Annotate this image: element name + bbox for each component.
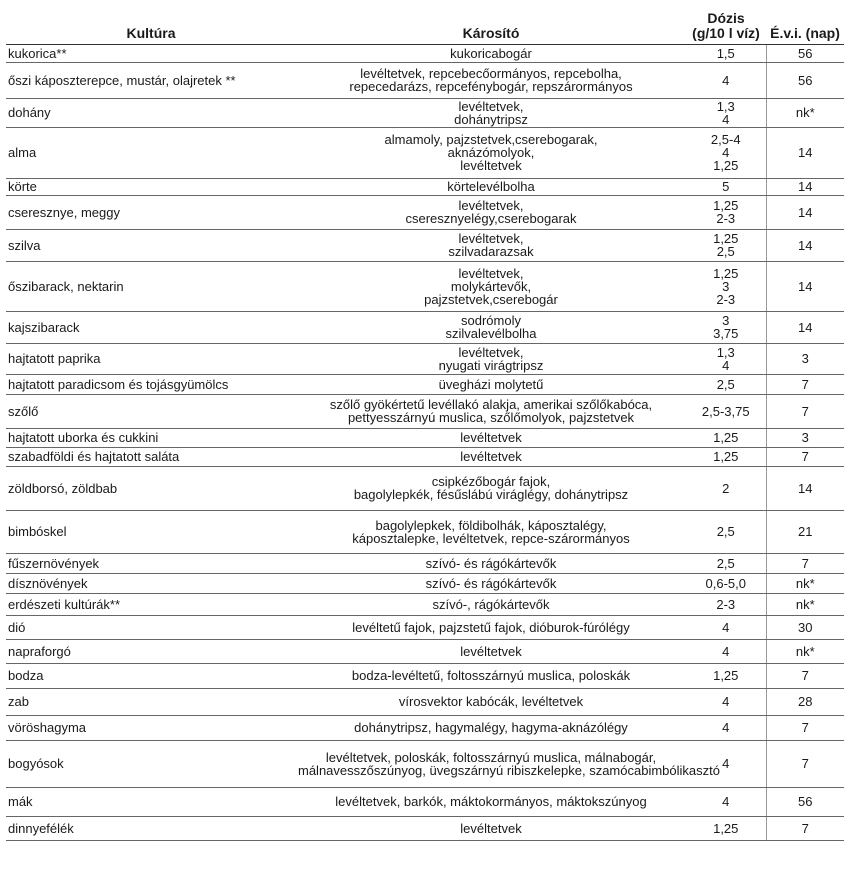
dozis-line: 4	[722, 111, 730, 127]
cell-dozis	[686, 787, 766, 816]
cell-kultura: bimbóskel	[6, 510, 296, 553]
header-evi: É.v.i. (nap)	[766, 2, 844, 44]
dozis-line: 2,5-4	[710, 132, 741, 147]
cell-evi: 7	[766, 447, 844, 466]
cell-karosito	[296, 428, 686, 447]
cell-evi: 14	[766, 261, 844, 311]
dozis-line: 2,5	[716, 555, 735, 571]
cell-dozis	[686, 374, 766, 394]
cell-dozis	[686, 394, 766, 428]
cell-karosito	[296, 261, 686, 311]
karosito-line: szívó- és rágókártevők	[425, 555, 557, 571]
cell-kultura: hajtatott paprika	[6, 343, 296, 374]
cell-evi: 14	[766, 466, 844, 510]
cell-evi: 14	[766, 311, 844, 343]
table-row	[6, 615, 844, 639]
karosito-line: kukoricabogár	[450, 45, 532, 61]
cell-kultura: hajtatott uborka és cukkini	[6, 428, 296, 447]
cell-karosito	[296, 715, 686, 740]
cell-kultura: mák	[6, 787, 296, 816]
cell-evi: nk*	[766, 639, 844, 663]
cell-karosito	[296, 553, 686, 573]
dozis-line: 1,3	[716, 344, 735, 360]
karosito-line: levéltetvek	[460, 158, 522, 173]
karosito-line: levéltetvek	[460, 449, 522, 464]
cell-karosito	[296, 787, 686, 816]
table-row	[6, 178, 844, 195]
karosito-line: aknázómolyok,	[447, 145, 535, 160]
cell-evi: 14	[766, 127, 844, 178]
cell-dozis	[686, 688, 766, 715]
cell-dozis	[686, 639, 766, 663]
cell-karosito	[296, 374, 686, 394]
karosito-line: málnavesszőszúnyog, üvegszárnyú ribiszkelepke, szamócabimbólikasztó	[298, 762, 720, 778]
cell-kultura: dió	[6, 615, 296, 639]
cell-kultura: hajtatott paradicsom és tojásgyümölcs	[6, 374, 296, 394]
karosito-line: dohánytripsz	[454, 111, 528, 127]
header-row	[6, 2, 844, 44]
karosito-line: levéltetvek,	[458, 265, 524, 281]
cell-karosito	[296, 593, 686, 615]
header-dozis-line: (g/10 l víz)	[692, 24, 760, 41]
karosito-line: levéltetvek	[460, 643, 522, 659]
cell-evi: nk*	[766, 593, 844, 615]
cell-evi: 7	[766, 663, 844, 688]
table-row	[6, 62, 844, 98]
cell-evi: 3	[766, 428, 844, 447]
cell-dozis	[686, 178, 766, 195]
cell-kultura: dísznövények	[6, 573, 296, 593]
table-row	[6, 663, 844, 688]
karosito-line: cseresznyelégy,cserebogarak	[405, 211, 577, 226]
cell-karosito	[296, 394, 686, 428]
cell-kultura: zöldborsó, zöldbab	[6, 466, 296, 510]
cell-karosito	[296, 62, 686, 98]
dozis-line: 4	[722, 357, 730, 373]
cell-dozis	[686, 98, 766, 127]
cell-karosito	[296, 178, 686, 195]
dozis-line: 4	[722, 756, 730, 771]
cell-evi: nk*	[766, 98, 844, 127]
karosito-line: levéltetvek, repcebecőormányos, repcebolha,	[360, 66, 622, 81]
karosito-line: szilvadarazsak	[448, 244, 534, 259]
table-row	[6, 816, 844, 840]
cell-kultura: bogyósok	[6, 740, 296, 787]
cell-karosito	[296, 127, 686, 178]
cell-evi: 56	[766, 62, 844, 98]
dozis-line: 4	[722, 643, 730, 659]
dozis-line: 2,5-3,75	[701, 403, 750, 419]
karosito-line: almamoly, pajzstetvek,cserebogarak,	[384, 132, 598, 147]
cell-kultura: kajszibarack	[6, 311, 296, 343]
table-row	[6, 573, 844, 593]
cell-karosito	[296, 311, 686, 343]
table-row	[6, 394, 844, 428]
header-dozis-line: Dózis	[707, 9, 745, 26]
table-row	[6, 374, 844, 394]
table-row	[6, 447, 844, 466]
table-row	[6, 195, 844, 229]
cell-evi: 7	[766, 740, 844, 787]
cell-dozis	[686, 715, 766, 740]
dozis-line: 2-3	[716, 291, 736, 307]
dozis-line: 1,25	[713, 158, 739, 173]
dozis-line: 2,5	[716, 524, 735, 539]
table-row	[6, 740, 844, 787]
dozis-line: 3	[722, 313, 730, 328]
table-row	[6, 343, 844, 374]
cell-evi: 14	[766, 229, 844, 261]
cell-karosito	[296, 740, 720, 787]
cell-dozis	[686, 428, 766, 447]
dozis-line: 4	[722, 145, 730, 160]
cell-dozis	[686, 127, 766, 178]
dozis-line: 2,5	[716, 244, 735, 259]
cell-kultura: őszibarack, nektarin	[6, 261, 296, 311]
cell-karosito	[296, 195, 686, 229]
cell-dozis	[686, 44, 766, 62]
table-row	[6, 593, 844, 615]
cell-karosito	[296, 229, 686, 261]
dozis-line: 4	[722, 72, 730, 88]
cell-karosito	[296, 98, 686, 127]
dozis-line: 1,25	[713, 430, 739, 445]
cell-dozis	[686, 311, 766, 343]
cell-dozis	[686, 466, 766, 510]
karosito-line: vírosvektor kabócák, levéltetvek	[398, 694, 584, 709]
cell-kultura: cseresznye, meggy	[6, 195, 296, 229]
dozis-line: 1,25	[713, 820, 739, 836]
karosito-line: levéltetvek,	[458, 344, 524, 360]
table-row	[6, 639, 844, 663]
cell-kultura: szabadföldi és hajtatott saláta	[6, 447, 296, 466]
cell-evi: 56	[766, 787, 844, 816]
cell-dozis	[686, 62, 766, 98]
karosito-line: pettyesszárnyú muslica, szőlőmolyok, pajzstetvek	[347, 410, 635, 425]
cell-karosito	[296, 44, 686, 62]
dozis-line: 1,25	[713, 668, 739, 683]
karosito-line: molykártevők,	[450, 278, 532, 294]
dozis-line: 2-3	[716, 596, 736, 612]
table-row	[6, 311, 844, 343]
dozis-line: 1,25	[713, 265, 739, 281]
karosito-line: dohánytripsz, hagymalégy, hagyma-aknázólégy	[354, 720, 628, 735]
dozis-line: 3	[722, 278, 730, 294]
cell-kultura: dohány	[6, 98, 296, 127]
header-kultura: Kultúra	[6, 2, 296, 44]
cell-evi: 3	[766, 343, 844, 374]
table-row	[6, 127, 844, 178]
table-row	[6, 44, 844, 62]
header-karosito: Károsító	[296, 2, 686, 44]
cell-evi: 56	[766, 44, 844, 62]
cell-karosito	[296, 510, 686, 553]
dozis-line: 4	[722, 694, 730, 709]
cell-karosito	[296, 639, 686, 663]
table-body	[6, 44, 844, 840]
cell-evi: 7	[766, 553, 844, 573]
cell-dozis	[686, 447, 766, 466]
cell-evi: 21	[766, 510, 844, 553]
dozis-line: 5	[722, 179, 730, 194]
cell-kultura: erdészeti kultúrák**	[6, 593, 296, 615]
cell-kultura: szőlő	[6, 394, 296, 428]
karosito-line: levéltetvek, poloskák, foltosszárnyú muslica, málnabogár,	[325, 749, 657, 765]
dozis-line: 4	[722, 794, 730, 809]
cell-karosito	[296, 447, 686, 466]
cell-kultura: fűszernövények	[6, 553, 296, 573]
dozis-line: 3,75	[713, 326, 739, 341]
cell-dozis	[686, 615, 766, 639]
table-row	[6, 229, 844, 261]
table-row	[6, 688, 844, 715]
dozis-line: 4	[722, 619, 730, 635]
cell-dozis	[686, 229, 766, 261]
cell-kultura: alma	[6, 127, 296, 178]
cell-evi: 7	[766, 816, 844, 840]
karosito-line: sodrómoly	[461, 313, 521, 328]
pesticide-table	[6, 2, 844, 841]
cell-karosito	[296, 573, 686, 593]
karosito-line: levéltetvek,	[458, 98, 524, 114]
cell-kultura: körte	[6, 178, 296, 195]
karosito-line: bagolylepkék, fésűslábú viráglégy, dohánytripsz	[353, 487, 629, 502]
dozis-line: 1,25	[713, 231, 739, 246]
cell-kultura: napraforgó	[6, 639, 296, 663]
karosito-line: üvegházi molytetű	[438, 376, 544, 392]
cell-karosito	[296, 615, 686, 639]
cell-kultura: zab	[6, 688, 296, 715]
karosito-line: pajzstetvek,cserebogár	[424, 291, 558, 307]
cell-evi: 28	[766, 688, 844, 715]
cell-dozis	[686, 343, 766, 374]
cell-kultura: szilva	[6, 229, 296, 261]
cell-dozis	[686, 510, 766, 553]
cell-dozis	[686, 593, 766, 615]
cell-karosito	[296, 663, 686, 688]
karosito-line: körtelevélbolha	[447, 179, 535, 194]
dozis-line: 1,25	[713, 449, 739, 464]
cell-kultura: bodza	[6, 663, 296, 688]
cell-evi: nk*	[766, 573, 844, 593]
dozis-line: 2-3	[716, 211, 736, 226]
table-row	[6, 715, 844, 740]
dozis-line: 1,5	[716, 45, 735, 61]
karosito-line: szőlő gyökértetű levéllakó alakja, amerikai szőlőkabóca,	[329, 397, 653, 412]
dozis-line: 1,25	[713, 198, 739, 213]
cell-dozis	[686, 195, 766, 229]
karosito-line: levéltetvek, barkók, máktokormányos, máktokszúnyog	[335, 794, 647, 809]
karosito-line: bodza-levéltetű, foltosszárnyú muslica, poloskák	[351, 668, 631, 683]
table-row	[6, 787, 844, 816]
cell-evi: 7	[766, 374, 844, 394]
cell-dozis	[686, 261, 766, 311]
karosito-line: káposztalepke, levéltetvek, repce-szárormányos	[352, 530, 630, 546]
table-row	[6, 510, 844, 553]
cell-evi: 7	[766, 394, 844, 428]
cell-evi: 14	[766, 178, 844, 195]
karosito-line: levéltetvek	[460, 820, 522, 836]
karosito-line: levéltetvek	[460, 430, 522, 445]
table-row	[6, 98, 844, 127]
karosito-line: csipkézőbogár fajok,	[431, 474, 551, 489]
cell-dozis	[686, 816, 766, 840]
cell-karosito	[296, 816, 686, 840]
karosito-line: repecedarázs, repcefénybogár, repszárormányos	[349, 79, 633, 94]
cell-kultura: kukorica**	[6, 44, 296, 62]
cell-dozis	[686, 553, 766, 573]
karosito-line: nyugati virágtripsz	[438, 357, 544, 373]
cell-dozis	[686, 663, 766, 688]
table-row	[6, 428, 844, 447]
header-dozis	[686, 2, 766, 44]
dozis-line: 0,6-5,0	[705, 575, 746, 591]
table-row	[6, 261, 844, 311]
cell-kultura: dinnyefélék	[6, 816, 296, 840]
dozis-line: 4	[722, 720, 730, 735]
cell-kultura: vöröshagyma	[6, 715, 296, 740]
cell-kultura: őszi káposzterepce, mustár, olajretek **	[6, 62, 296, 98]
karosito-line: szilvalevélbolha	[445, 326, 537, 341]
table-row	[6, 466, 844, 510]
cell-karosito	[296, 688, 686, 715]
dozis-line: 2	[722, 480, 730, 496]
karosito-line: levéltetvek,	[458, 231, 524, 246]
cell-karosito	[296, 466, 686, 510]
dozis-line: 2,5	[716, 376, 735, 392]
cell-dozis	[686, 573, 766, 593]
cell-karosito	[296, 343, 686, 374]
karosito-line: levéltetű fajok, pajzstetű fajok, dióburok-fúrólégy	[352, 619, 630, 635]
cell-evi: 7	[766, 715, 844, 740]
cell-evi: 14	[766, 195, 844, 229]
karosito-line: szívó-, rágókártevők	[432, 596, 550, 612]
cell-evi: 30	[766, 615, 844, 639]
karosito-line: szívó- és rágókártevők	[425, 575, 557, 591]
karosito-line: bagolylepkek, földibolhák, káposztalégy,	[375, 517, 607, 533]
karosito-line: levéltetvek,	[458, 198, 524, 213]
dozis-line: 1,3	[716, 98, 735, 114]
table-row	[6, 553, 844, 573]
